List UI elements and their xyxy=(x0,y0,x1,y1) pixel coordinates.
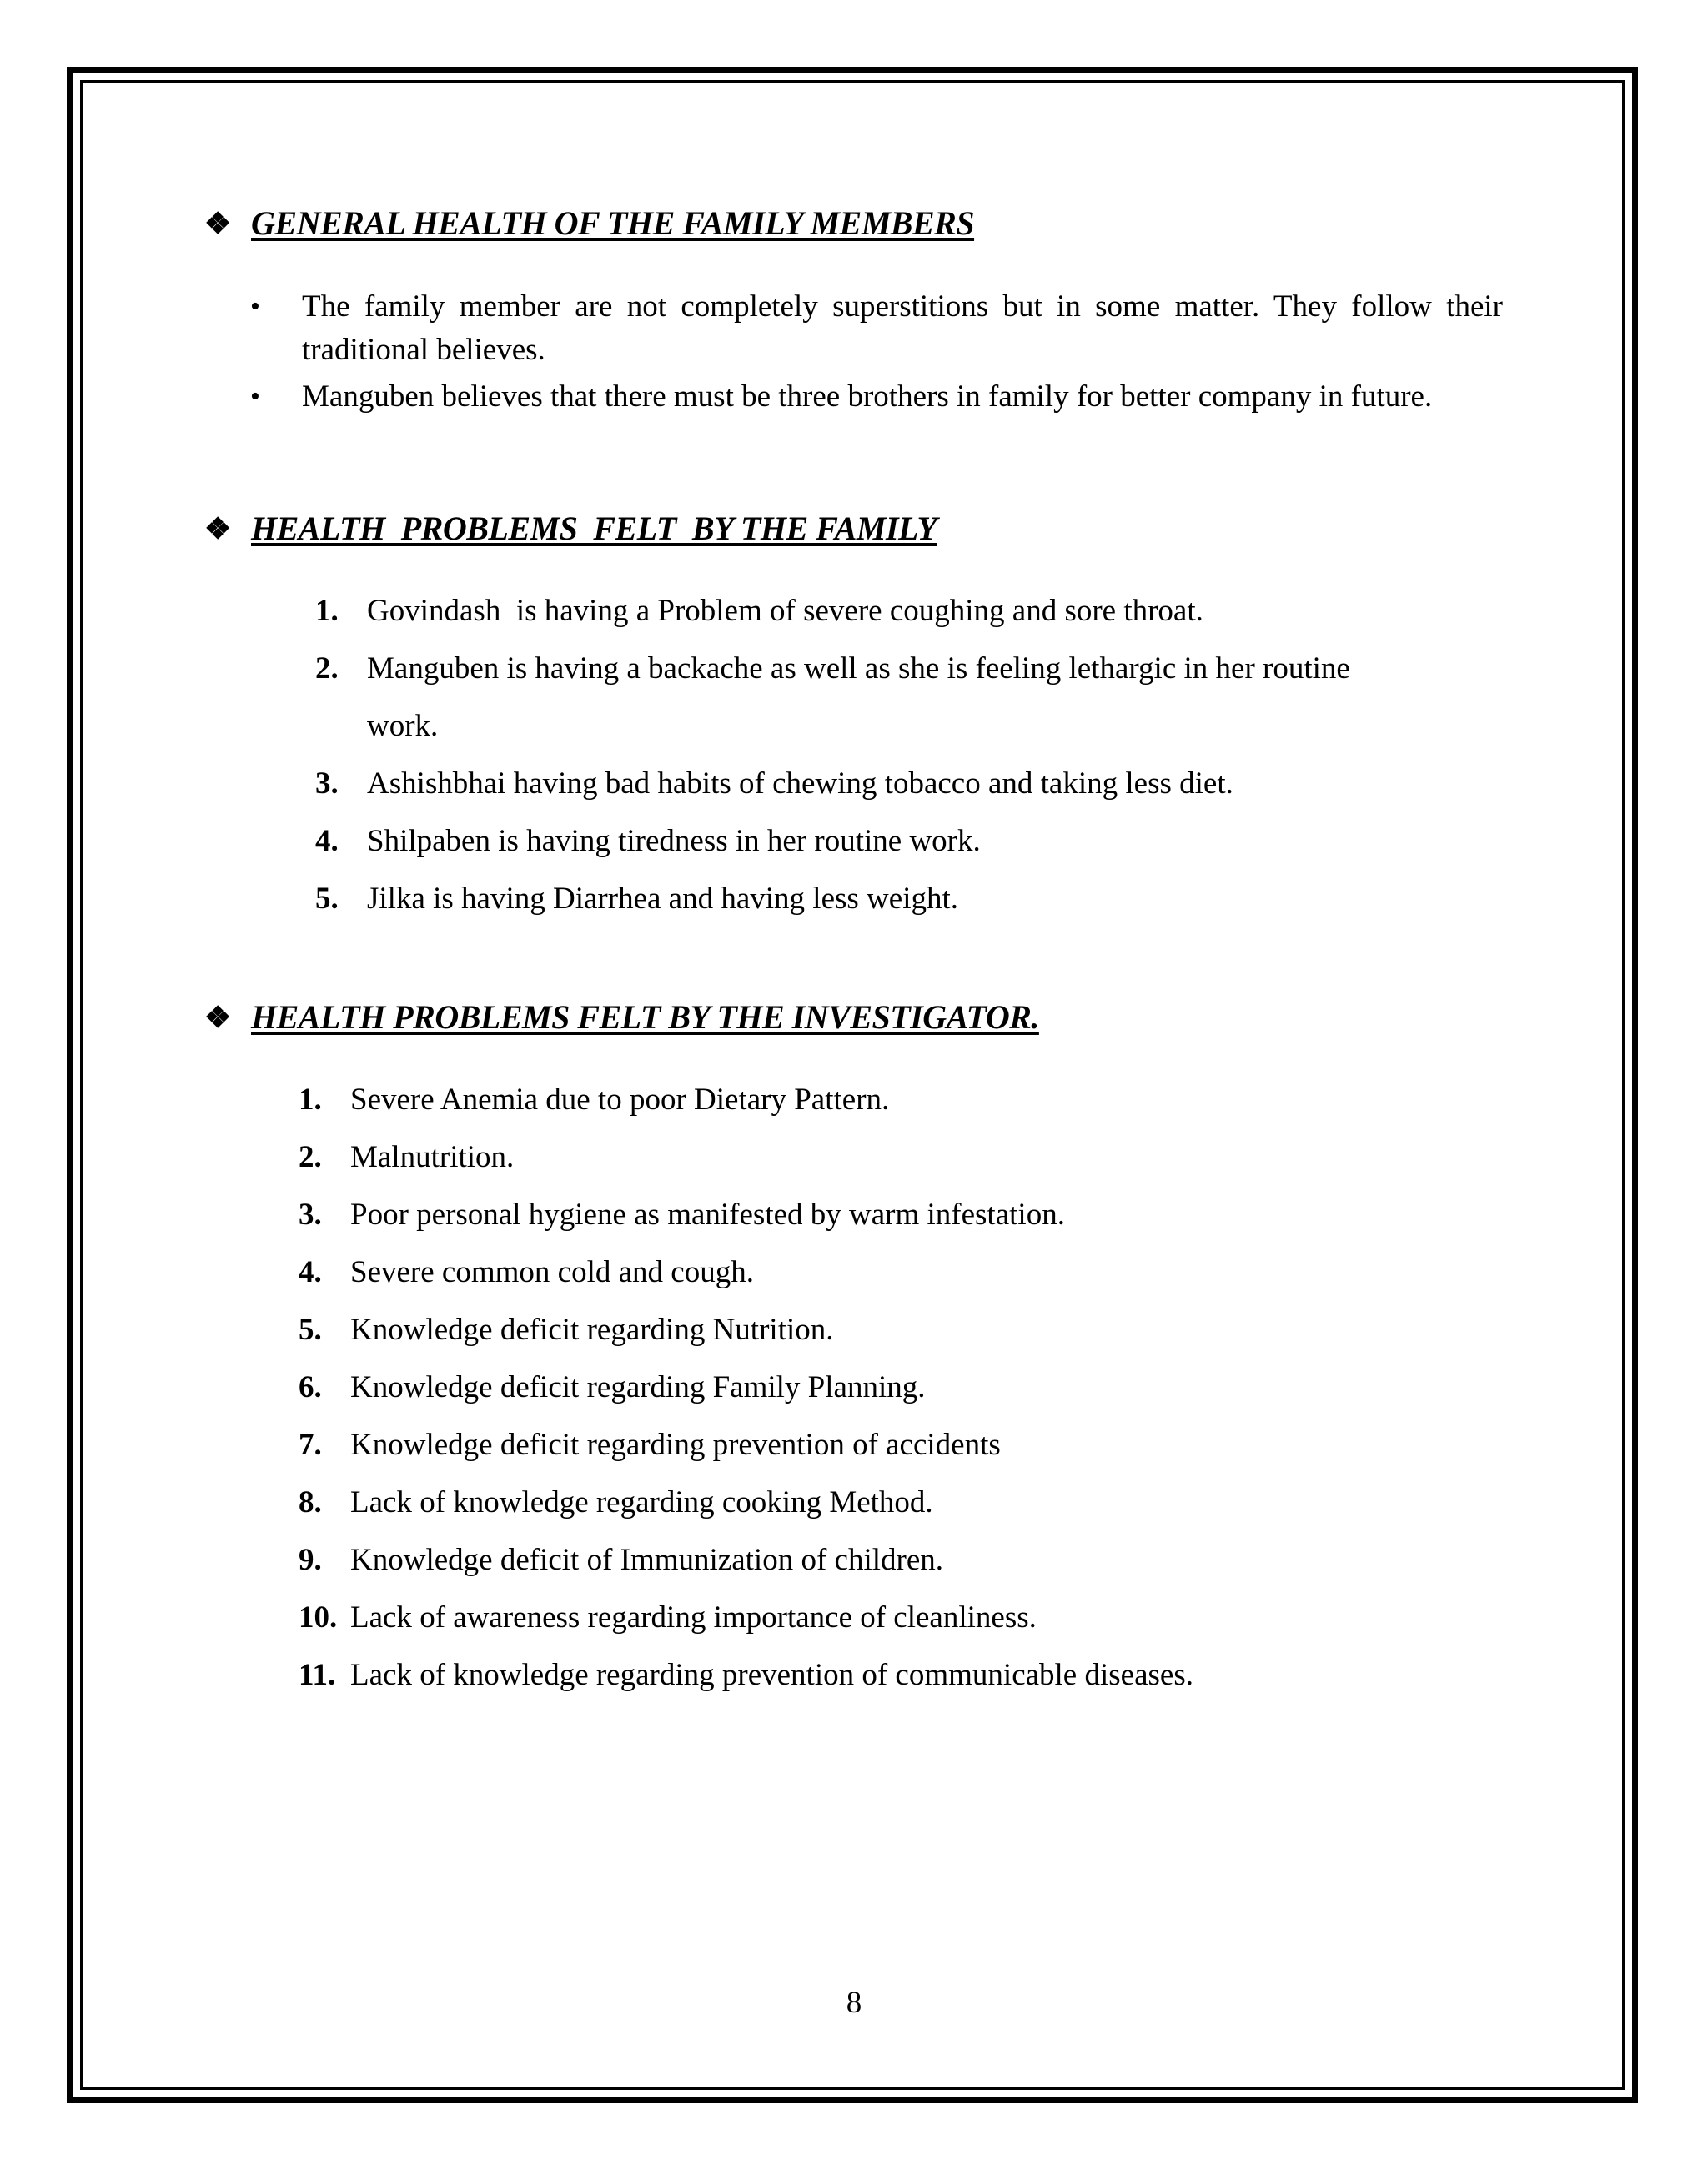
list-item-number: 6. xyxy=(299,1370,322,1404)
section-heading-text: HEALTH PROBLEMS FELT BY THE FAMILY xyxy=(251,510,937,547)
list-item xyxy=(299,1128,1193,1186)
list-item xyxy=(299,1474,1193,1531)
page-number: 8 xyxy=(846,1986,862,2020)
list-item-number xyxy=(315,697,367,755)
list-item-text: Lack of knowledge regarding cooking Method. xyxy=(350,1485,933,1520)
general-health-list xyxy=(242,285,1503,422)
section-heading-investigator-problems xyxy=(204,997,1039,1037)
list-item xyxy=(242,375,1503,419)
list-item-number: 5. xyxy=(299,1313,322,1347)
list-item-text: Knowledge deficit regarding Family Planning. xyxy=(350,1370,926,1404)
list-item-text: Malnutrition. xyxy=(350,1140,515,1174)
list-item xyxy=(315,755,1350,812)
list-item-text: Poor personal hygiene as manifested by warm infestation. xyxy=(350,1198,1065,1232)
list-item xyxy=(242,285,1503,372)
list-item xyxy=(299,1243,1193,1301)
list-item-text: Lack of knowledge regarding prevention of communicable diseases. xyxy=(350,1658,1193,1692)
list-item-text: work. xyxy=(367,709,439,743)
list-item-number: 3. xyxy=(299,1198,322,1232)
list-item xyxy=(315,812,1350,870)
list-item-text: Manguben is having a backache as well as she is feeling lethargic in her routine xyxy=(367,651,1350,686)
list-item-number: 4. xyxy=(315,824,339,858)
list-item xyxy=(299,1186,1193,1243)
section-heading-text: GENERAL HEALTH OF THE FAMILY MEMBERS xyxy=(251,204,975,242)
family-problems-list xyxy=(315,582,1350,927)
list-item-text: Knowledge deficit of Immunization of children. xyxy=(350,1543,944,1577)
list-item-text: Shilpaben is having tiredness in her routine work. xyxy=(367,824,981,858)
list-item xyxy=(299,1359,1193,1416)
list-item-number: 1. xyxy=(315,594,339,628)
list-item-text: The family member are not completely superstitions but in some matter. They follow their traditional believes. xyxy=(302,289,1503,367)
list-item-text: Govindash is having a Problem of severe coughing and sore throat. xyxy=(367,594,1203,628)
list-item-number: 11. xyxy=(299,1658,336,1692)
list-item-number: 10. xyxy=(299,1600,338,1635)
bullet-dot-icon: • xyxy=(250,291,260,322)
list-item-text: Lack of awareness regarding importance of cleanliness. xyxy=(350,1600,1037,1635)
list-item xyxy=(299,1071,1193,1128)
bullet-dot-icon: • xyxy=(250,381,260,412)
list-item-text: Manguben believes that there must be three brothers in family for better company in future. xyxy=(302,379,1433,414)
list-item-text: Jilka is having Diarrhea and having less weight. xyxy=(367,882,958,916)
list-item-number: 3. xyxy=(315,766,339,801)
list-item-number: 1. xyxy=(299,1082,322,1117)
list-item-text: Severe Anemia due to poor Dietary Pattern. xyxy=(350,1082,890,1117)
investigator-problems-list xyxy=(299,1071,1193,1704)
list-item-text: Knowledge deficit regarding prevention of accidents xyxy=(350,1428,1001,1462)
section-heading-family-problems xyxy=(204,509,937,548)
list-item xyxy=(299,1531,1193,1589)
list-item xyxy=(299,1416,1193,1474)
list-item xyxy=(315,640,1350,697)
list-item-text: Knowledge deficit regarding Nutrition. xyxy=(350,1313,834,1347)
list-item-number: 4. xyxy=(299,1255,322,1289)
list-item-number: 9. xyxy=(299,1543,322,1577)
diamond-bullet-icon: ❖ xyxy=(204,511,232,545)
list-item-text: Ashishbhai having bad habits of chewing tobacco and taking less diet. xyxy=(367,766,1233,801)
list-item-number: 2. xyxy=(299,1140,322,1174)
diamond-bullet-icon: ❖ xyxy=(204,206,232,240)
section-heading-text: HEALTH PROBLEMS FELT BY THE INVESTIGATOR. xyxy=(251,998,1039,1036)
list-item-number: 8. xyxy=(299,1485,322,1520)
list-item xyxy=(315,870,1350,927)
list-item xyxy=(315,582,1350,640)
list-item-text: Severe common cold and cough. xyxy=(350,1255,754,1289)
list-item xyxy=(299,1646,1193,1704)
section-heading-general-health xyxy=(204,203,974,243)
list-item xyxy=(299,1301,1193,1359)
diamond-bullet-icon: ❖ xyxy=(204,1000,232,1034)
list-item-number: 5. xyxy=(315,882,339,916)
list-item xyxy=(299,1589,1193,1646)
list-item-number: 2. xyxy=(315,651,339,686)
list-item-number: 7. xyxy=(299,1428,322,1462)
list-item xyxy=(315,697,1350,755)
